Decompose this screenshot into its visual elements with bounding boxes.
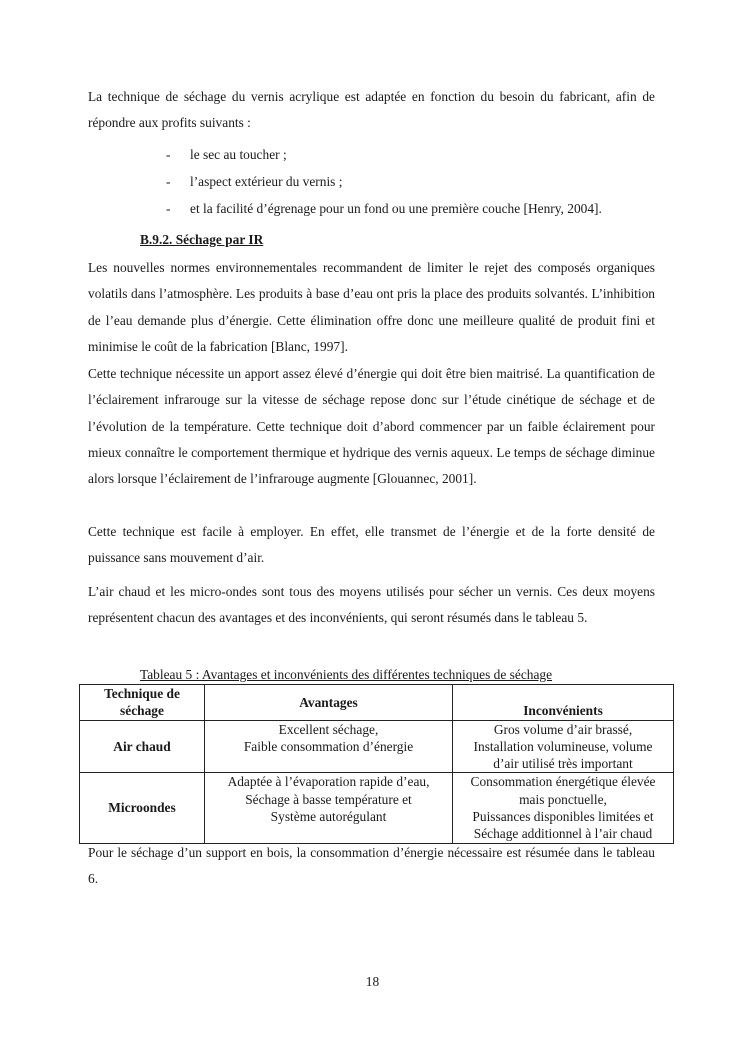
list-item: - le sec au toucher ; <box>166 147 287 162</box>
section-heading: B.9.2. Séchage par IR <box>140 232 264 247</box>
table-row <box>80 720 674 773</box>
bullet-text: l’aspect extérieur du vernis ; <box>190 174 343 189</box>
page-number: 18 <box>365 974 380 989</box>
row-label: Air chaud <box>80 720 205 773</box>
bullet-text: le sec au toucher ; <box>190 147 287 162</box>
table-caption: Tableau 5 : Avantages et inconvénients des différentes techniques de séchage <box>140 667 553 682</box>
paragraph-after-table: Pour le séchage d’un support en bois, la consommation d’énergie nécessaire est résumée dans le tableau 6. <box>88 845 655 887</box>
header-inconvenients: Inconvénients <box>453 685 674 721</box>
intro-paragraph: La technique de séchage du vernis acrylique est adaptée en fonction du besoin du fabricant, afin de répondre aux profits suivants : <box>88 89 655 131</box>
inconvenients-cell: Consommation énergétique élevée mais ponctuelle, Puissances disponibles limitées et Séchage additionnel à l’air chaud <box>453 773 674 843</box>
header-technique: Technique de séchage <box>80 685 205 721</box>
header-avantages: Avantages <box>205 685 453 721</box>
inconvenients-cell: Gros volume d’air brassé, Installation volumineuse, volume d’air utilisé très important <box>453 720 674 773</box>
avantages-cell: Excellent séchage, Faible consommation d’énergie <box>205 720 453 773</box>
list-item: - l’aspect extérieur du vernis ; <box>166 174 343 189</box>
table-row <box>80 773 674 843</box>
paragraph-comparison: L’air chaud et les micro-ondes sont tous des moyens utilisés pour sécher un vernis. Ces deux moyens représentent chacun des avantages et des inconvénients, qui seront résumés dans le tableau 5. <box>88 584 655 626</box>
avantages-cell: Adaptée à l’évaporation rapide d’eau, Séchage à basse température et Système autorégulant <box>205 773 453 843</box>
paragraph-norms: Les nouvelles normes environnementales recommandent de limiter le rejet des composés organiques volatils dans l’atmosphère. Les produits à base d’eau ont pris la place des produits solvantés. L’inhibition de l’eau demande plus d’énergie. Cette élimination offre donc une meilleure qualité de produit fini et minimise le coût de la fabrication [Blanc, 1997]. <box>88 260 655 354</box>
paragraph-ir-technique: Cette technique nécessite un apport assez élevé d’énergie qui doit être bien maitrisé. La quantification de l’éclairement infrarouge sur la vitesse de séchage repose donc sur l’étude cinétique de séchage et de l’évolution de la température. Cette technique doit d’abord commencer par un faible éclairement pour mieux connaître le comportement thermique et hydrique des vernis aqueux. Le temps de séchage diminue alors lorsque l’éclairement de l’infrarouge augmente [Glouannec, 2001]. <box>88 366 655 487</box>
row-label: Microondes <box>80 773 205 843</box>
list-item: - et la facilité d’égrenage pour un fond ou une première couche [Henry, 2004]. <box>166 201 602 216</box>
table-5 <box>79 684 674 844</box>
bullet-list <box>166 141 602 222</box>
bullet-text: et la facilité d’égrenage pour un fond ou une première couche [Henry, 2004]. <box>190 201 602 216</box>
table-header-row <box>80 685 674 721</box>
paragraph-ease-of-use: Cette technique est facile à employer. En effet, elle transmet de l’énergie et de la forte densité de puissance sans mouvement d’air. <box>88 524 655 566</box>
